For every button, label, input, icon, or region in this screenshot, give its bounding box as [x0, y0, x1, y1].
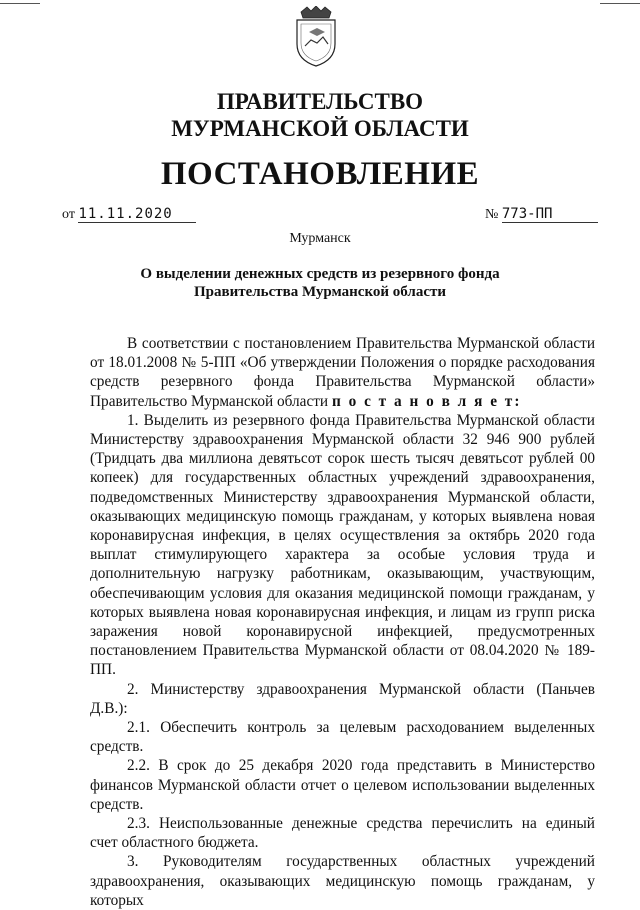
date-value: 11.11.2020: [78, 206, 196, 223]
title-line-2: Правительства Мурманской области: [193, 284, 447, 300]
date-field: [62, 206, 196, 223]
document-type: ПОСТАНОВЛЕНИЕ: [160, 156, 480, 192]
coat-of-arms-icon: [287, 6, 345, 68]
org-line-2: МУРМАНСКОЙ ОБЛАСТИ: [171, 116, 469, 141]
preamble-text: В соответствии с постановлением Правительства Мурманской области от 18.01.2008 № 5-ПП «Об утверждении Положения о порядке расходования средств резервного фонда Правительства Мурманской области» Правительство Мурманской области: [90, 335, 595, 410]
preamble-paragraph: [90, 334, 595, 411]
number-value: 773-ПП: [502, 206, 598, 223]
org-line-1: ПРАВИТЕЛЬСТВО: [216, 89, 424, 114]
date-prefix: от: [62, 207, 75, 222]
title-line-1: О выделении денежных средств из резервного фонда: [140, 266, 500, 282]
paragraph-2-1: 2.1. Обеспечить контроль за целевым расходованием выделенных средств.: [90, 719, 595, 756]
organization-name: [0, 88, 640, 142]
scan-edge-right: [600, 3, 640, 4]
document-title: [0, 265, 640, 301]
paragraph-2: 2. Министерству здравоохранения Мурманской области (Паньчев Д.В.):: [90, 680, 595, 717]
paragraph-3: 3. Руководителям государственных областных учреждений здравоохранения, оказывающих медицинскую помощь гражданам, у которых: [90, 853, 595, 909]
number-prefix: №: [485, 207, 499, 222]
paragraph-2-3: 2.3. Неиспользованные денежные средства перечислить на единый счет областного бюджета.: [90, 815, 595, 852]
resolves-text: п о с т а н о в л я е т:: [331, 392, 522, 410]
scan-edge-left: [0, 3, 40, 4]
document-body: [90, 334, 595, 910]
paragraph-1: 1. Выделить из резервного фонда Правительства Мурманской области Министерству здравоохранения Мурманской области 32 946 900 рублей (Тридцать два миллиона девятьсот сорок шесть тысяч девятьсот рублей 00 копеек) для государственных областных учреждений здравоохранения, подведомственных Министерству здравоохранения Мурманской области, оказывающих медицинскую помощь гражданам, у которых выявлена новая коронавирусная инфекция, в целях осуществления за октябрь 2020 года выплат стимулирующего характера за особые условия труда и дополнительную нагрузку работникам, оказывающим, участвующим, обеспечивающим условия для оказания медицинской помощи гражданам, у которых выявлена новая коронавирусная инфекция, и лицам из групп риска заражения новой коронавирусной инфекцией, предусмотренных постановлением Правительства Мурманской области от 08.04.2020 № 189-ПП.: [90, 411, 595, 679]
paragraph-2-2: 2.2. В срок до 25 декабря 2020 года представить в Министерство финансов Мурманской области отчет о целевом использовании выделенных средств.: [90, 757, 595, 813]
number-field: [485, 206, 598, 223]
city: Мурманск: [289, 231, 351, 246]
